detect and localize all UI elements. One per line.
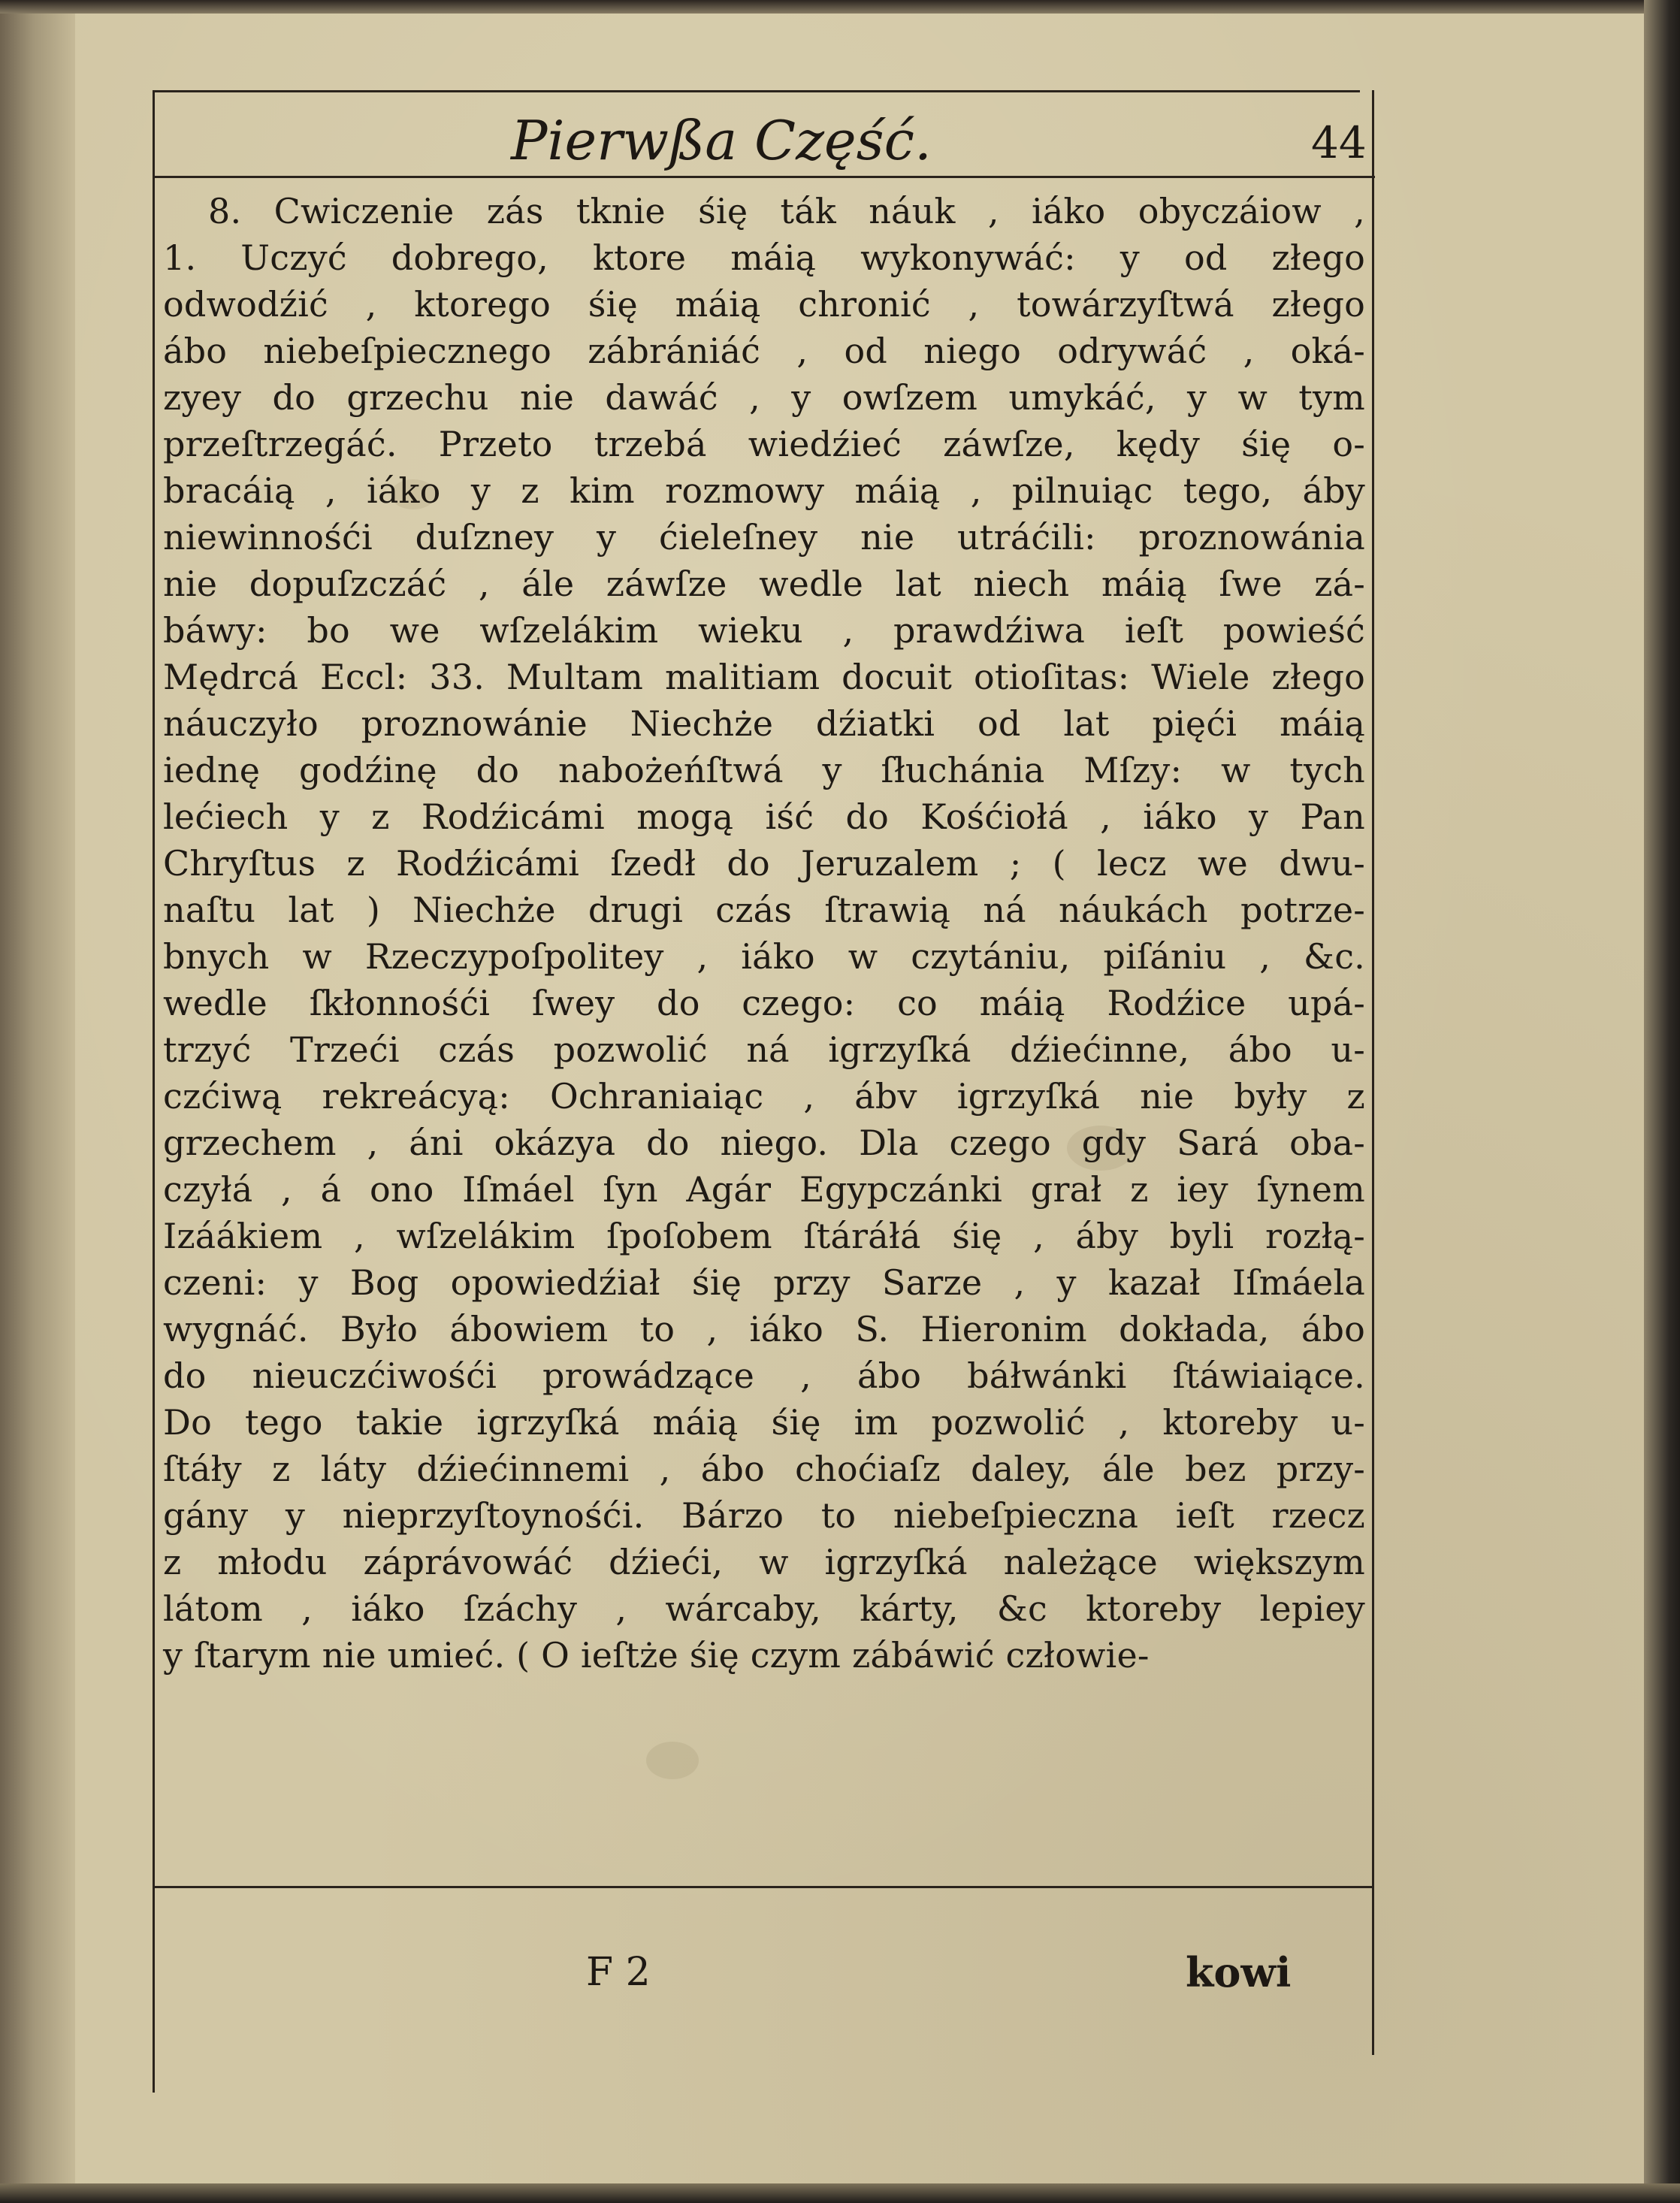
text-line: gány y nieprzyſtoynośći. Bárzo to niebeſpieczna ieſt rzecz <box>163 1495 1365 1536</box>
text-line: y ſtarym nie umieć. ( O ieſtże śię czym zábáwić człowie- <box>163 1635 1150 1676</box>
text-line: odwodźić , ktorego śię máią chronić , towárzyſtwá złego <box>163 284 1365 325</box>
foxing-spot <box>646 1742 699 1779</box>
text-line: Izáákiem , wſzelákim ſpoſobem ſtáráłá śię , áby byli rozłą- <box>163 1216 1365 1256</box>
text-line: naſtu lat ) Niechże drugi czás ſtrawią ná náukách potrze- <box>163 890 1365 930</box>
text-line: ſtáły z láty dźiećinnemi , ábo choćiaſz daley, ále bez przy- <box>163 1449 1365 1489</box>
book-gutter-shadow <box>0 0 75 2203</box>
text-line: niewinnośći duſzney y ćieleſney nie utráćili: proznowánia <box>163 517 1365 558</box>
text-line: Chryſtus z Rodźicámi ſzedł do Jeruzalem ; ( lecz we dwu- <box>163 843 1365 884</box>
text-frame-left-rule <box>153 90 155 2093</box>
scan-edge-top <box>0 0 1680 14</box>
text-line: ábo niebeſpiecznego zábrániáć , od niego odrywáć , oká- <box>163 331 1365 371</box>
text-line: czyłá , á ono Iſmáel ſyn Agár Egypczánki grał z iey ſynem <box>163 1169 1365 1210</box>
text-line: wygnáć. Było ábowiem to , iáko S. Hieronim dokłada, ábo <box>163 1309 1365 1349</box>
text-line: wedle ſkłonnośći ſwey do czego: co máią Rodźice upá- <box>163 983 1365 1023</box>
header-rule-bottom <box>154 176 1375 178</box>
text-line: látom , iáko ſzáchy , wárcaby, kárty, &c ktoreby lepiey <box>163 1588 1365 1629</box>
scan-edge-right <box>1644 0 1680 2203</box>
text-line: zyey do grzechu nie dawáć , y owſzem umykáć, y w tym <box>163 377 1365 418</box>
text-frame-bottom-rule <box>153 1886 1373 1888</box>
running-head: Pierwßa Część. <box>511 109 932 172</box>
text-line: bnych w Rzeczypoſpolitey , iáko w czytániu, piſániu , &c. <box>163 936 1365 977</box>
text-line: iednę godźinę do nabożeńſtwá y ſłuchánia Mſzy: w tych <box>163 750 1365 790</box>
text-line: bracáią , iáko y z kim rozmowy máią , pilnuiąc tego, áby <box>163 470 1365 511</box>
text-line: náuczyło proznowánie Niechże dźiatki od lat pięći máią <box>163 703 1365 744</box>
body-text-block <box>163 188 1365 1679</box>
text-line: z młodu záprávowáć dźieći, w igrzyſká należące większym <box>163 1542 1365 1582</box>
catchword: kowi <box>1186 1948 1292 1996</box>
page-number: 44 <box>1311 117 1367 168</box>
text-line: nie dopuſzczáć , ále záwſze wedle lat niech máią ſwe zá- <box>163 564 1365 604</box>
scan-edge-bottom <box>0 2183 1680 2203</box>
text-line: trzyć Trzeći czás pozwolić ná igrzyſká dźiećinne, ábo u- <box>163 1029 1365 1070</box>
text-line: 8. Cwiczenie zás tknie śię ták náuk , iáko obyczáiow , <box>208 191 1365 231</box>
text-frame-right-rule <box>1372 90 1374 2055</box>
text-line: czeni: y Bog opowiedźiał śię przy Sarze , y kazał Iſmáela <box>163 1262 1365 1303</box>
signature-mark: F 2 <box>586 1950 651 1995</box>
text-line: Do tego takie igrzyſká máią śię im pozwolić , ktoreby u- <box>163 1402 1365 1443</box>
text-line: do nieuczćiwośći prowádzące , ábo báłwánki ſtáwiaiące. <box>163 1355 1365 1396</box>
text-line: 1. Uczyć dobrego, ktore máią wykonywáć: y od złego <box>163 237 1365 278</box>
text-line: przeſtrzegáć. Przeto trzebá wiedźieć záwſze, kędy śię o- <box>163 424 1365 464</box>
text-line: Mędrcá Eccl: 33. Multam malitiam docuit otioſitas: Wiele złego <box>163 657 1365 697</box>
text-line: czćiwą rekreácyą: Ochraniaiąc , ábv igrzyſká nie były z <box>163 1076 1365 1117</box>
text-line: báwy: bo we wſzelákim wieku , prawdźiwa ieſt powieść <box>163 610 1365 651</box>
header-rule-top <box>154 90 1360 92</box>
text-line: grzechem , áni okázya do niego. Dla czego gdy Sará oba- <box>163 1123 1365 1163</box>
text-line: lećiech y z Rodźicámi mogą iść do Kośćiołá , iáko y Pan <box>163 796 1365 837</box>
